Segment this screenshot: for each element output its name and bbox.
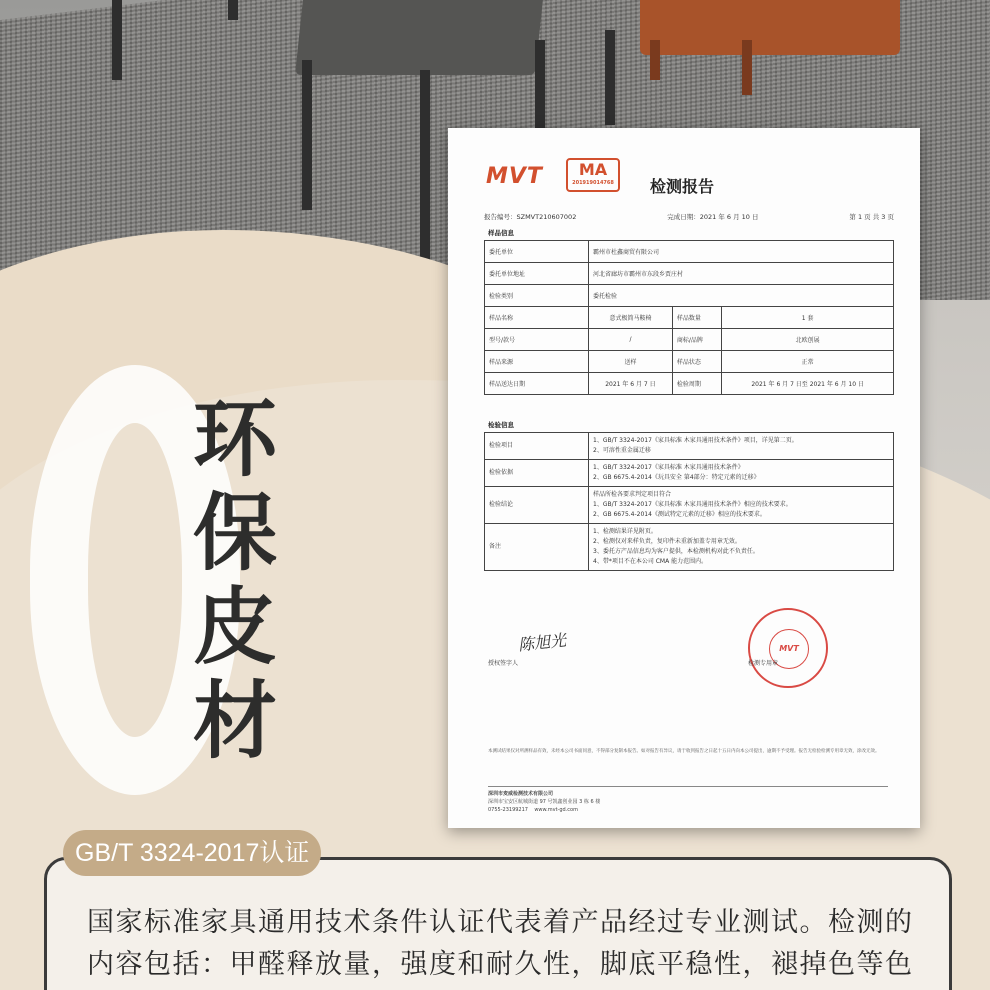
table-row: [485, 351, 894, 373]
test-info-table: [484, 432, 894, 571]
chair-leg: [605, 30, 615, 125]
headline: [180, 392, 290, 768]
cma-logo: [566, 158, 620, 192]
completion-date: 完成日期：2021 年 6 月 10 日: [667, 213, 759, 221]
report-title: 检测报告: [650, 177, 715, 196]
table-cell: 样品所检各要求判定项目符合 1、GB/T 3324-2017《家具标准 木家具通用技术条件》相应的技术要求。 2、GB 6675.4-2014《测试特定元素的迁移》相应的技术要求。: [589, 487, 894, 524]
table-cell: 委托单位地址: [485, 263, 589, 285]
table-row: [485, 263, 894, 285]
table-cell: 1 套: [722, 307, 894, 329]
headline-char: 材: [192, 672, 277, 770]
chair-leg: [535, 40, 545, 130]
chair-leg: [650, 40, 660, 80]
headline-char: 皮: [192, 578, 277, 676]
table-row: [485, 285, 894, 307]
page-count: 第 1 页 共 3 页: [849, 213, 894, 221]
table-cell: 型号/款号: [485, 329, 589, 351]
report-footer: [488, 786, 888, 814]
table-cell: 商标/品牌: [672, 329, 721, 351]
table-row: [485, 433, 894, 460]
table-cell: 检验依据: [485, 460, 589, 487]
table-cell: 1、GB/T 3324-2017《家具标准 木家具通用技术条件》项目，详见第二页。 2、可溶性重金属迁移: [589, 433, 894, 460]
table-cell: 送样: [589, 351, 673, 373]
table-cell: 检验结论: [485, 487, 589, 524]
table-row: [485, 373, 894, 395]
table-cell: 意式极简马鞍椅: [589, 307, 673, 329]
report-number: 报告编号：SZMVT210607002: [484, 213, 577, 221]
chair-leg: [112, 0, 122, 80]
table-cell: 样品状态: [672, 351, 721, 373]
table-cell: 委托单位: [485, 241, 589, 263]
description-panel: [44, 857, 952, 990]
headline-char: 保: [192, 484, 277, 582]
chair-leg: [228, 0, 238, 20]
chair-leg: [420, 70, 430, 265]
fine-print: 本测试结果仅对所测样品有效，未经本公司书面同意，不得部分复制本报告。如对报告有异议，请于收到报告之日起十五日内向本公司提出，逾期不予受理。报告无检验检测专用章无效，涂改无效。: [488, 749, 880, 754]
chair-leg: [302, 60, 312, 210]
table-cell: 检验项目: [485, 433, 589, 460]
test-report: [448, 128, 920, 828]
table-cell: 样品送达日期: [485, 373, 589, 395]
table-row: [485, 460, 894, 487]
footer-web: www.mvt-gd.com: [534, 807, 578, 813]
table-cell: 1、检测结果详见附页。 2、检测仅对来样负责，复印件未重新加盖专用章无效。 3、委托方产品信息均为客户提供，本检测机构对此不负责任。 4、带*项目不在本公司 CMA 能力范围内。: [589, 524, 894, 571]
table-cell: 2021 年 6 月 7 日: [589, 373, 673, 395]
table-cell: 2021 年 6 月 7 日至 2021 年 6 月 10 日: [722, 373, 894, 395]
table-cell: /: [589, 329, 673, 351]
cma-mark: MA: [578, 160, 608, 179]
table-row: [485, 307, 894, 329]
table-cell: 正常: [722, 351, 894, 373]
report-meta: [484, 212, 894, 221]
table-row: [485, 524, 894, 571]
table-cell: 1、GB/T 3324-2017《家具标准 木家具通用技术条件》 2、GB 6675.4-2014《玩具安全 第4部分：特定元素的迁移》: [589, 460, 894, 487]
table-cell: 委托检验: [589, 285, 894, 307]
chair-leg: [742, 40, 752, 95]
official-stamp: [748, 608, 828, 688]
table-cell: 检验类别: [485, 285, 589, 307]
mvt-logo: MVT: [486, 164, 543, 189]
table-cell: 北欧创展: [722, 329, 894, 351]
cma-number: 201919014768: [572, 180, 614, 186]
certification-badge: GB/T 3324-2017认证: [63, 830, 321, 876]
footer-address: 深圳市宝安区航城街道 97 号凯鑫创业园 3 栋 6 楼: [488, 799, 601, 805]
table-cell: 备注: [485, 524, 589, 571]
signature: 陈旭光: [517, 630, 567, 655]
description-text: 国家标准家具通用技术条件认证代表着产品经过专业测试。检测的内容包括：甲醛释放量，强度和耐久性，脚底平稳性，褪掉色等色: [87, 907, 914, 980]
test-section-label: 检验信息: [488, 421, 514, 429]
sample-section-label: 样品信息: [488, 229, 514, 237]
table-row: [485, 241, 894, 263]
table-row: [485, 329, 894, 351]
chair-gray: [295, 0, 545, 75]
approver-label: 授权签字人: [488, 660, 519, 667]
table-cell: 样品数量: [672, 307, 721, 329]
table-cell: 河北省廊坊市霸州市东段乡贾庄村: [589, 263, 894, 285]
chair-orange: [640, 0, 900, 55]
stamp-logo: MVT: [769, 629, 809, 669]
table-cell: 检验周期: [672, 373, 721, 395]
table-row: [485, 487, 894, 524]
headline-char: 环: [192, 390, 277, 488]
footer-company: 深圳市麦威检测技术有限公司: [488, 791, 554, 797]
table-cell: 样品来源: [485, 351, 589, 373]
table-cell: 样品名称: [485, 307, 589, 329]
sample-info-table: [484, 240, 894, 395]
footer-phone: 0755-23199217: [488, 807, 528, 813]
stamp-label: 检测专用章: [748, 660, 779, 667]
table-cell: 霸州市杜鑫商贸有限公司: [589, 241, 894, 263]
footer-contact: [488, 806, 888, 814]
